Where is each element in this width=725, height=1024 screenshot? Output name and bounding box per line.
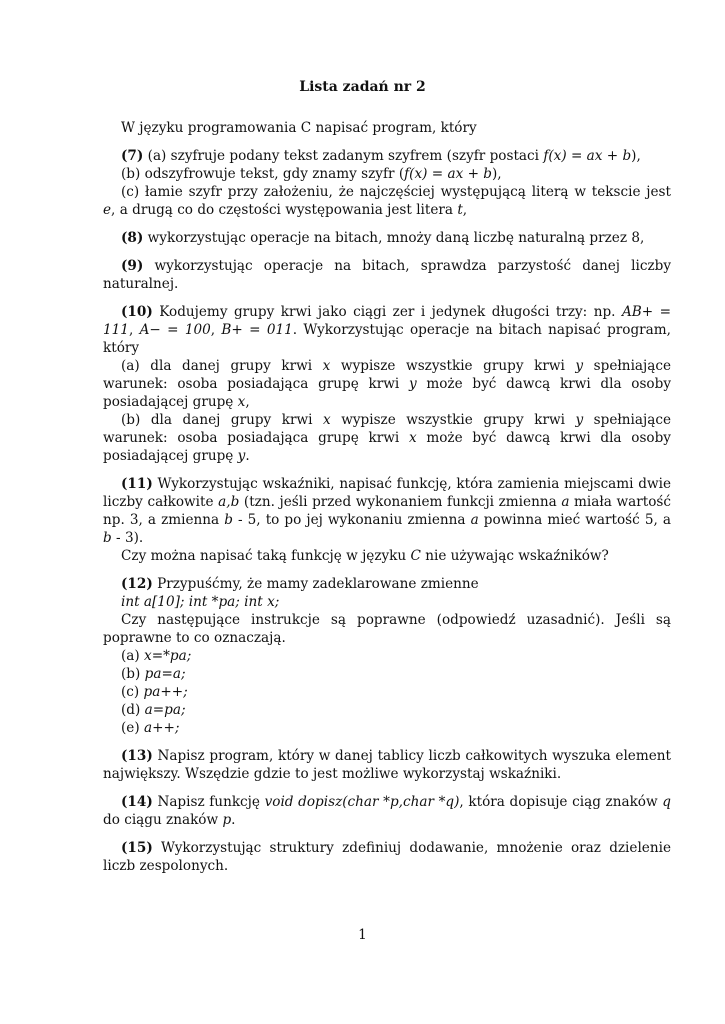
task-list bbox=[103, 119, 671, 875]
task-12-item: (b) pa=a; bbox=[121, 666, 186, 682]
page-number: 1 bbox=[358, 927, 367, 943]
task-12-question: Czy następujące instrukcje są poprawne (odpowiedź uzasadnić). Jeśli są poprawne to co oznaczają. bbox=[103, 612, 671, 646]
intro-text: W języku programowania C napisać program, który bbox=[121, 120, 477, 136]
task-11-body: (11) Wykorzystując wskaźniki, napisać funkcję, która zamienia miejscami dwie liczby całkowite a,b (tzn. jeśli przed wykonaniem funkcji zmienna a miała wartość np. 3, a zmienna b - 5, to po jej wykonaniu zmienna a powinna mieć wartość 5, a b - 3). bbox=[103, 476, 671, 546]
task-11-question: Czy można napisać taką funkcję w języku C nie używając wskaźników? bbox=[121, 548, 609, 564]
task-7-b: (b) odszyfrowuje tekst, gdy znamy szyfr (f(x) = ax + b), bbox=[121, 166, 502, 182]
task-7-c: (c) łamie szyfr przy założeniu, że najczęściej występującą literą w tekscie jest e, a drugą co do częstości występowania jest litera t, bbox=[103, 184, 671, 218]
task-14: (14) Napisz funkcję void dopisz(char *p,char *q), która dopisuje ciąg znaków q do ciągu znaków p. bbox=[103, 794, 671, 828]
task-7 bbox=[103, 147, 671, 219]
page-title: Lista zadań nr 2 bbox=[299, 79, 426, 95]
task-9: (9) wykorzystując operacje na bitach, sprawdza parzystość danej liczby naturalnej. bbox=[103, 258, 671, 292]
task-12-item: (d) a=pa; bbox=[121, 702, 186, 718]
task-13: (13) Napisz program, który w danej tablicy liczb całkowitych wyszuka element największy. Wszędzie gdzie to jest możliwe wykorzystaj wskaźniki. bbox=[103, 748, 671, 782]
task-10 bbox=[103, 303, 671, 465]
task-12-item: (e) a++; bbox=[121, 720, 180, 736]
task-10-a: (a) dla danej grupy krwi x wypisze wszystkie grupy krwi y spełniające warunek: osoba posiadająca grupę krwi y może być dawcą krwi dla osoby posiadającej grupę x, bbox=[103, 358, 671, 410]
task-12 bbox=[103, 575, 671, 737]
task-8: (8) wykorzystując operacje na bitach, mnoży daną liczbę naturalną przez 8, bbox=[121, 230, 645, 246]
task-10-intro: (10) Kodujemy grupy krwi jako ciągi zer i jedynek długości trzy: np. AB+ = 111, A− = 100, B+ = 011. Wykorzystując operacje na bitach napisać program, który bbox=[103, 304, 671, 356]
task-15: (15) Wykorzystując struktury zdefiniuj dodawanie, mnożenie oraz dzielenie liczb zespolonych. bbox=[103, 840, 671, 874]
task-12-item: (c) pa++; bbox=[121, 684, 188, 700]
task-12-declaration: int a[10]; int *pa; int x; bbox=[121, 594, 280, 610]
task-12-intro: (12) Przypuśćmy, że mamy zadeklarowane zmienne bbox=[121, 576, 479, 592]
task-7-a: (7) (a) szyfruje podany tekst zadanym szyfrem (szyfr postaci f(x) = ax + b), bbox=[121, 148, 641, 164]
task-12-item: (a) x=*pa; bbox=[121, 648, 192, 664]
task-10-b: (b) dla danej grupy krwi x wypisze wszystkie grupy krwi y spełniające warunek: osoba posiadająca grupę krwi x może być dawcą krwi dla osoby posiadającej grupę y. bbox=[103, 412, 671, 464]
task-11 bbox=[103, 475, 671, 565]
